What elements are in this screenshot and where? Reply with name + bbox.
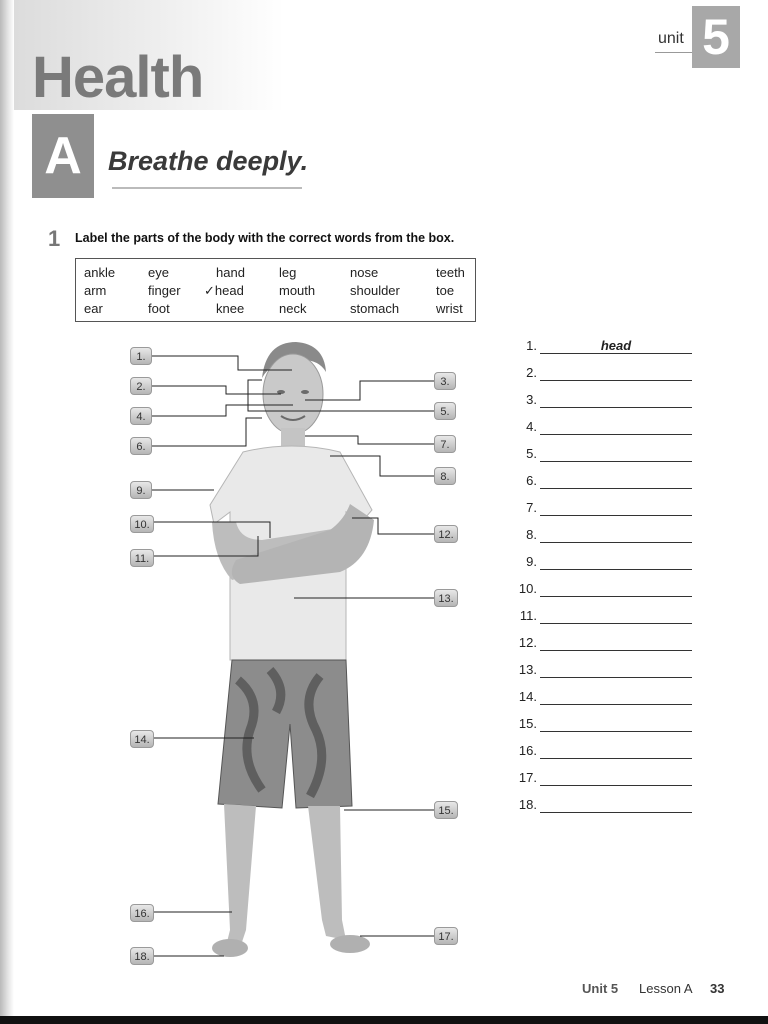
word-box-word: eye	[148, 265, 169, 280]
answer-number: 17.	[518, 770, 537, 785]
page-number: 33	[710, 981, 725, 996]
answer-number: 2.	[526, 365, 537, 380]
answer-number: 13.	[518, 662, 537, 677]
figure-tag: 16.	[130, 904, 154, 922]
answer-blank[interactable]	[540, 596, 692, 597]
answer-row	[505, 689, 705, 709]
word-box-word: nose	[350, 265, 379, 280]
footer-unit: Unit 5	[582, 981, 619, 996]
word-box-word: wrist	[436, 301, 463, 316]
unit-label: unit	[658, 30, 684, 47]
left-eye-shape	[277, 390, 285, 394]
answer-blank[interactable]	[540, 569, 692, 570]
word-box-word: toe	[436, 283, 455, 298]
answer-blank[interactable]	[540, 380, 692, 381]
figure-tag: 13.	[434, 589, 458, 607]
answer-row	[505, 527, 705, 547]
word-box-word: hand	[216, 265, 245, 280]
leader-line-6	[152, 418, 262, 446]
word-box-word: ankle	[84, 265, 116, 280]
answer-row	[505, 635, 705, 655]
answer-blank[interactable]	[540, 407, 692, 408]
figure-tag: 5.	[434, 402, 456, 420]
word-box-word: knee	[216, 301, 245, 316]
left-foot-shape	[212, 939, 248, 957]
footer-lesson: Lesson A	[639, 981, 693, 996]
person-figure	[210, 342, 374, 957]
page-bottom-edge	[0, 1016, 768, 1024]
word-box-word: shoulder	[350, 283, 400, 298]
exercise-number: 1	[48, 226, 61, 251]
answer-blank[interactable]	[540, 650, 692, 651]
answer-number: 6.	[526, 473, 537, 488]
answer-blank[interactable]	[540, 434, 692, 435]
unit-number-badge: 5	[692, 6, 740, 68]
answer-blank[interactable]	[540, 704, 692, 705]
answer-blank[interactable]	[540, 488, 692, 489]
word-box-word: neck	[279, 301, 307, 316]
leader-line-2	[152, 386, 281, 394]
right-foot-shape	[330, 935, 370, 953]
answer-number: 7.	[526, 500, 537, 515]
word-box-word: leg	[279, 265, 297, 280]
answer-number: 11.	[519, 608, 537, 623]
answer-number: 8.	[526, 527, 537, 542]
figure-tag: 3.	[434, 372, 456, 390]
answer-number: 9.	[526, 554, 537, 569]
answer-blank[interactable]	[540, 515, 692, 516]
answer-row	[505, 743, 705, 763]
figure-tag: 17.	[434, 927, 458, 945]
answer-row	[505, 662, 705, 682]
answer-number: 10.	[518, 581, 537, 596]
right-eye-shape	[301, 390, 309, 394]
answer-blank[interactable]	[540, 542, 692, 543]
figure-tag: 2.	[130, 377, 152, 395]
answer-number: 4.	[526, 419, 537, 434]
unit-title: Health	[32, 45, 204, 110]
exercise-instruction: Label the parts of the body with the correct words from the box.	[75, 231, 455, 245]
word-box-word: teeth	[436, 265, 465, 280]
answer-blank[interactable]	[540, 731, 692, 732]
answer-number: 5.	[526, 446, 537, 461]
answer-row	[505, 797, 705, 817]
figure-tag: 9.	[130, 481, 152, 499]
word-box-word: ear	[84, 301, 103, 316]
leader-line-3	[305, 381, 434, 400]
answer-row	[505, 338, 705, 358]
answer-blank[interactable]	[540, 461, 692, 462]
answer-row	[505, 500, 705, 520]
figure-tag: 1.	[130, 347, 152, 365]
answer-blank[interactable]	[540, 623, 692, 624]
answer-value: head	[600, 338, 632, 353]
answer-blank[interactable]	[540, 785, 692, 786]
figure-tag: 12.	[434, 525, 458, 543]
answer-row	[505, 716, 705, 736]
answer-number: 18.	[518, 797, 537, 812]
answer-number: 1.	[526, 338, 537, 353]
answer-row	[505, 419, 705, 439]
answer-row	[505, 392, 705, 412]
answer-blank[interactable]	[540, 758, 692, 759]
figure-tag: 11.	[130, 549, 154, 567]
answer-row	[505, 554, 705, 574]
answer-blank[interactable]	[540, 353, 692, 354]
answer-row	[505, 473, 705, 493]
figure-tag: 10.	[130, 515, 154, 533]
figure-tag: 14.	[130, 730, 154, 748]
word-box-word: mouth	[279, 283, 316, 298]
answer-blank[interactable]	[540, 812, 692, 813]
right-leg-shape	[308, 806, 346, 940]
answer-number: 15.	[518, 716, 537, 731]
answer-number: 3.	[526, 392, 537, 407]
answer-row	[505, 608, 705, 628]
answer-row	[505, 581, 705, 601]
answer-number: 16.	[518, 743, 537, 758]
figure-tag: 4.	[130, 407, 152, 425]
answer-blank[interactable]	[540, 677, 692, 678]
lesson-subtitle: Breathe deeply.	[108, 146, 309, 176]
answer-row	[505, 365, 705, 385]
answer-row	[505, 446, 705, 466]
word-box-word: arm	[84, 283, 107, 298]
word-box-word: ✓head	[204, 283, 244, 298]
figure-tag: 6.	[130, 437, 152, 455]
lesson-letter-badge: A	[32, 114, 94, 198]
word-box-word: foot	[148, 301, 170, 316]
word-box-word: stomach	[350, 301, 400, 316]
figure-tag: 8.	[434, 467, 456, 485]
figure-tag: 18.	[130, 947, 154, 965]
left-leg-shape	[224, 804, 256, 948]
answer-number: 12.	[518, 635, 537, 650]
word-box-word: finger	[148, 283, 181, 298]
answer-row	[505, 770, 705, 790]
leader-line-7	[305, 436, 434, 444]
figure-tag: 7.	[434, 435, 456, 453]
figure-tag: 15.	[434, 801, 458, 819]
answer-number: 14.	[518, 689, 537, 704]
